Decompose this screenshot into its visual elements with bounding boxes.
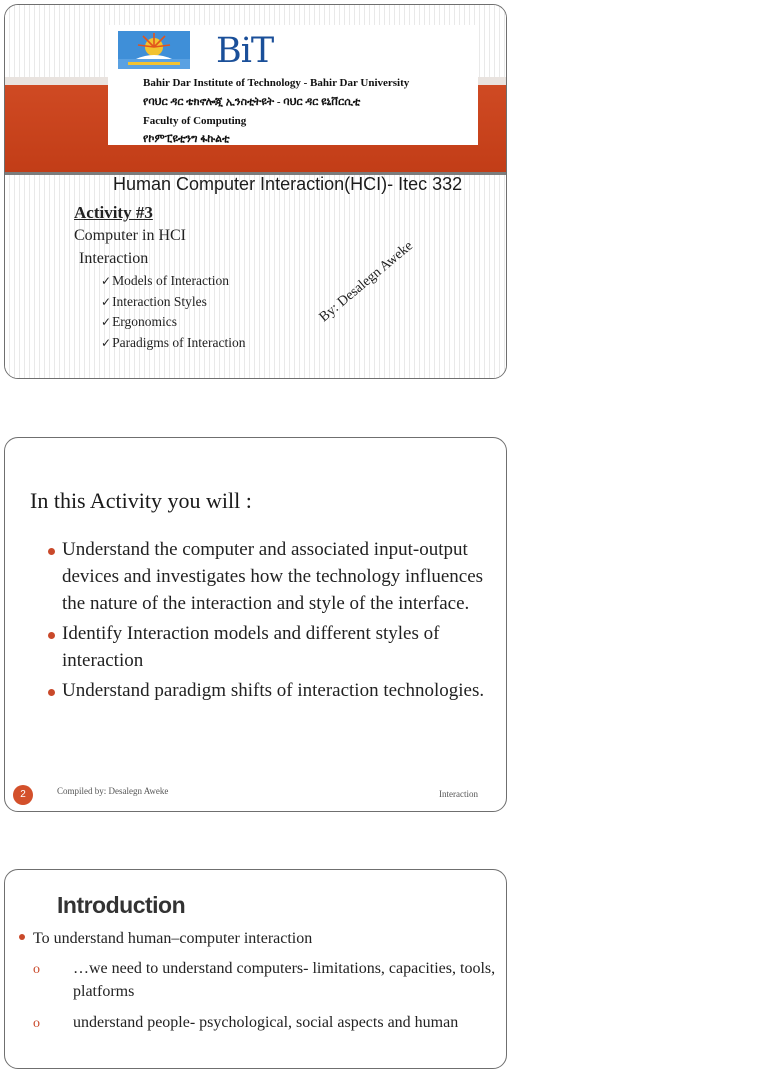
slide-heading: In this Activity you will : — [30, 488, 252, 513]
author-credit: By: Desalegn Aweke — [316, 238, 416, 326]
footer-topic: Interaction — [439, 789, 478, 799]
checkmark-icon: ✓ — [101, 294, 112, 309]
footer-author: Compiled by: Desalegn Aweke — [57, 786, 169, 796]
checkmark-icon: ✓ — [101, 315, 112, 329]
bit-emblem-icon — [118, 31, 190, 69]
topic-list — [101, 271, 246, 353]
sub-bullet-text: …we need to understand computers- limitations, capacities, tools, platforms — [73, 960, 496, 1000]
introduction-slide — [4, 869, 507, 1069]
list-item — [19, 930, 312, 948]
sub-bullet-text: understand people- psychological, social aspects and human — [73, 1014, 459, 1031]
slide-heading: Introduction — [57, 892, 186, 918]
institution-header — [108, 25, 478, 145]
topic-label: Models of Interaction — [112, 273, 230, 288]
objective-text: Identify Interaction models and different styles of interaction — [62, 623, 440, 671]
topic-label: Ergonomics — [112, 314, 178, 329]
page-number-badge: 2 — [13, 785, 33, 805]
faculty-name-am: የኮምፒዩቲንግ ፋኩልቲ — [143, 133, 230, 145]
activity-title: Activity #3 — [74, 203, 153, 222]
bullet-icon — [48, 548, 55, 555]
list-item — [101, 312, 246, 333]
objectives-list — [45, 536, 490, 707]
list-item — [45, 536, 490, 617]
objective-text: Understand the computer and associated input-output devices and investigates how the technology influences the nature of the interaction and style of the interface. — [62, 539, 484, 614]
topic-label: Paradigms of Interaction — [112, 334, 246, 350]
course-title: Human Computer Interaction(HCI)- Itec 332 — [113, 174, 463, 194]
bullet-icon — [48, 689, 55, 696]
bullet-icon — [19, 934, 25, 940]
objective-text: Understand paradigm shifts of interaction technologies. — [62, 680, 485, 701]
checkmark-icon: ✓ — [101, 274, 112, 288]
list-item — [45, 677, 490, 704]
activity-topic: Interaction — [79, 250, 149, 267]
checkmark-icon: ✓ — [101, 335, 112, 350]
list-item — [45, 620, 490, 674]
list-item — [101, 292, 246, 313]
topic-label: Interaction Styles — [112, 293, 207, 309]
activity-subtitle: Computer in HCI — [74, 227, 186, 244]
objectives-slide — [4, 437, 507, 812]
faculty-name-en: Faculty of Computing — [143, 115, 247, 127]
bullet-text: To understand human–computer interaction — [33, 930, 313, 947]
list-item — [101, 271, 246, 292]
sub-list-item — [33, 958, 507, 1003]
list-item — [101, 333, 246, 354]
title-slide — [4, 4, 507, 379]
brand-logo-text: BiT — [216, 31, 274, 71]
institution-name-en: Bahir Dar Institute of Technology - Bahir Dar University — [143, 77, 410, 89]
institution-name-am: የባህር ዳር ቴክኖሎጂ ኢንስቲትዩት - ባህር ዳር ዩኒቨርሲቲ — [143, 96, 361, 108]
sub-bullet-marker: o — [33, 1016, 40, 1031]
bullet-icon — [48, 632, 55, 639]
sub-bullet-marker: o — [33, 962, 40, 977]
